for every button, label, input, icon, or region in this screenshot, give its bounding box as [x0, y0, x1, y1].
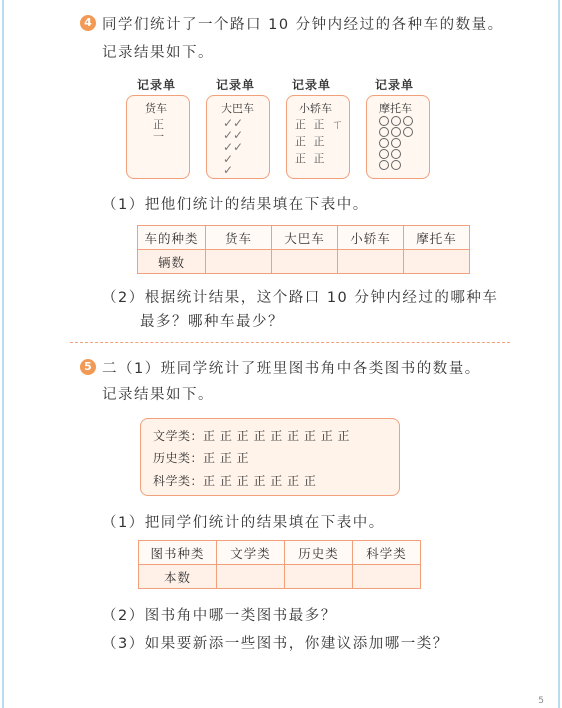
section-divider — [70, 342, 510, 343]
book-marks: 正 正 正 正 正 正 正 — [203, 474, 317, 488]
car-tally-row-2: 正 正 — [295, 135, 327, 148]
q4-table-header: 小轿车 — [338, 226, 404, 250]
q4-sub2-line2: 最多？哪种车最少？ — [140, 314, 284, 330]
book-record-box — [140, 418, 400, 496]
bus-check-row-4: ✓ — [223, 152, 234, 166]
q5-intro-line1: 二（1）班同学统计了班里图书角中各类图书的数量。 — [102, 361, 481, 377]
record-title-motorbike: 记录单 — [375, 78, 415, 92]
circle-mark — [379, 127, 389, 137]
q5-answer-cell[interactable] — [217, 565, 285, 589]
circle-mark — [391, 127, 401, 137]
book-label: 科学类： — [153, 474, 204, 488]
record-card-truck — [126, 95, 190, 179]
book-record-literature — [153, 427, 350, 444]
q4-table-header: 车的种类 — [138, 226, 206, 250]
page-frame — [2, 0, 560, 708]
record-title-bus: 记录单 — [216, 78, 256, 92]
card-head-bus: 大巴车 — [221, 102, 254, 115]
q4-table-header: 货车 — [206, 226, 272, 250]
circle-mark — [391, 116, 401, 126]
q5-intro-line2: 记录结果如下。 — [102, 387, 214, 403]
q4-intro-line2: 记录结果如下。 — [102, 45, 214, 61]
circle-mark — [379, 149, 389, 159]
car-tally-row-1: 正 正 ㄒ — [295, 118, 345, 131]
q4-answer-cell[interactable] — [404, 250, 470, 274]
q5-table-header: 历史类 — [285, 541, 353, 565]
question-5-number: 5 — [80, 359, 96, 375]
q4-answer-cell[interactable] — [272, 250, 338, 274]
q5-answer-cell[interactable] — [285, 565, 353, 589]
q5-sub2: （2）图书角中哪一类图书最多？ — [102, 608, 337, 624]
book-label: 文学类： — [153, 429, 204, 443]
book-marks: 正 正 正 — [203, 451, 250, 465]
book-label: 历史类： — [153, 451, 204, 465]
record-card-bus — [206, 95, 270, 179]
q4-answer-cell[interactable] — [206, 250, 272, 274]
q4-sub1: （1）把他们统计的结果填在下表中。 — [102, 197, 369, 213]
record-card-car — [286, 95, 350, 179]
book-marks: 正 正 正 正 正 正 正 正 正 — [203, 429, 351, 443]
truck-tally: 正 — [153, 118, 166, 131]
q4-intro-line1: 同学们统计了一个路口 10 分钟内经过的各种车的数量。 — [102, 17, 504, 33]
q4-answer-cell[interactable] — [338, 250, 404, 274]
circle-mark — [403, 116, 413, 126]
circle-mark — [379, 160, 389, 170]
bus-check-row-3: ✓✓ — [223, 140, 244, 154]
q5-table-row-label: 本数 — [139, 565, 217, 589]
bus-check-row-5: ✓ — [223, 163, 234, 177]
circle-mark — [379, 116, 389, 126]
record-card-motorbike — [366, 95, 430, 179]
book-record-history — [153, 449, 249, 466]
circle-mark — [403, 127, 413, 137]
bus-check-row-2: ✓✓ — [223, 128, 244, 142]
q5-table — [138, 540, 421, 589]
q5-table-header: 图书种类 — [139, 541, 217, 565]
q5-table-header: 科学类 — [353, 541, 421, 565]
card-head-truck: 货车 — [145, 102, 167, 115]
car-tally-row-3: 正 正 — [295, 152, 327, 165]
q5-sub3: （3）如果要新添一些图书，你建议添加哪一类？ — [102, 636, 449, 652]
card-head-motorbike: 摩托车 — [379, 102, 412, 115]
q4-table — [137, 225, 470, 274]
record-title-truck: 记录单 — [137, 78, 177, 92]
question-4-number: 4 — [80, 15, 96, 31]
q4-table-header: 大巴车 — [272, 226, 338, 250]
circle-mark — [391, 138, 401, 148]
circle-mark — [391, 160, 401, 170]
circle-mark — [379, 138, 389, 148]
q4-table-header: 摩托车 — [404, 226, 470, 250]
q4-table-row-label: 辆数 — [138, 250, 206, 274]
q5-sub1: （1）把同学们统计的结果填在下表中。 — [102, 515, 385, 531]
bus-check-row-1: ✓✓ — [223, 116, 244, 130]
circle-mark — [391, 149, 401, 159]
q4-sub2-line1: （2）根据统计结果，这个路口 10 分钟内经过的哪种车 — [102, 290, 499, 306]
page-number: 5 — [538, 696, 544, 706]
q5-table-header: 文学类 — [217, 541, 285, 565]
record-title-car: 记录单 — [292, 78, 332, 92]
truck-tally-extra: 一 — [153, 130, 166, 143]
q5-answer-cell[interactable] — [353, 565, 421, 589]
card-head-car: 小轿车 — [299, 102, 332, 115]
book-record-science — [153, 472, 316, 489]
